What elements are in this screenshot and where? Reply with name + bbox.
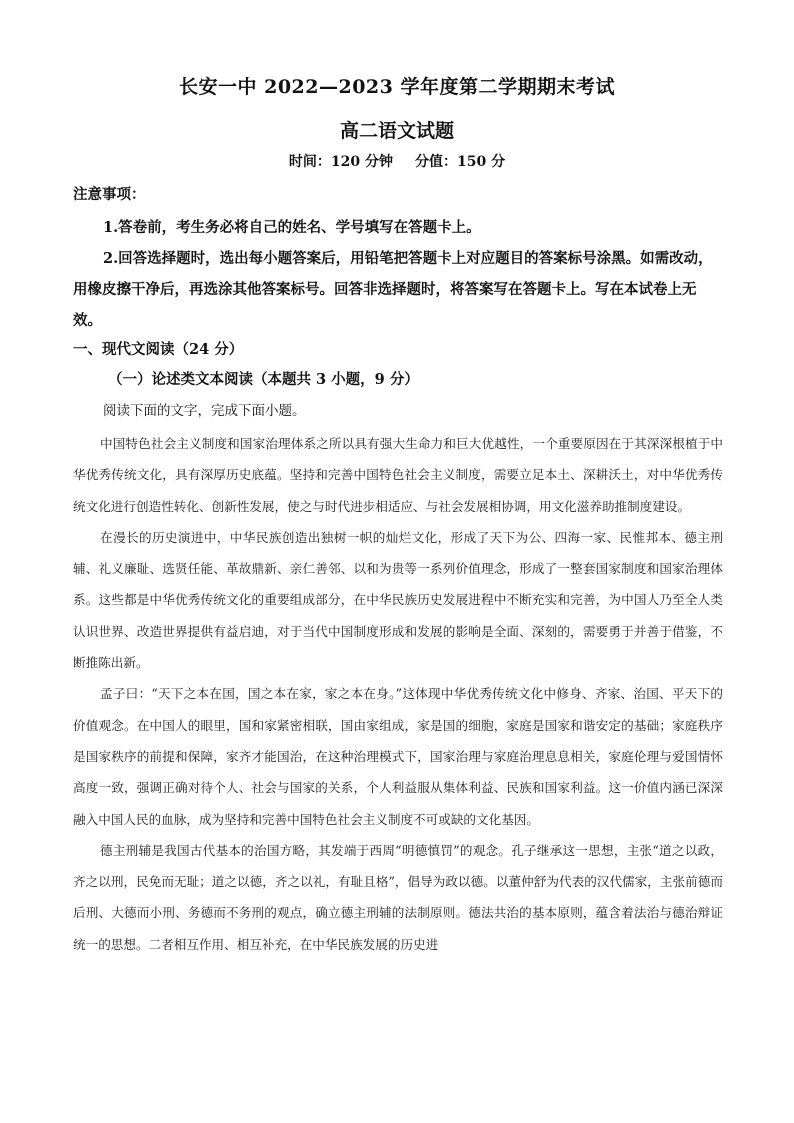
subsection-title: （一）论述类文本阅读（本题共 3 小题，9 分） (108, 371, 419, 388)
exam-title: 长安一中 2022—2023 学年度第二学期期末考试 (179, 76, 615, 98)
passage-paragraph: 中国特色社会主义制度和国家治理体系之所以具有强大生命力和巨大优越性，一个重要原因在于其深深根植于中华优秀传统文化，具有深厚历史底蕴。坚持和完善中国特色社会主义制度，需要立足本土、深耕沃土，对中华优秀传统文化进行创造性转化、创新性发展，使之与时代进步相适应、与社会发展相协调，用文化滋养助推制度建设。 (73, 436, 723, 514)
notes-list (73, 212, 723, 336)
exam-score: 分值：150 分 (415, 154, 506, 170)
exam-time: 时间：120 分钟 (288, 154, 393, 170)
passage-paragraph: 孟子曰：“天下之本在国，国之本在家，家之本在身。”这体现中华优秀传统文化中修身、齐家、治国、平天下的价值观念。在中国人的眼里，国和家紧密相联，国由家组成，家是国的细胞，家庭是国家和谐安定的基础；家庭秩序是国家秩序的前提和保障，家齐才能国治，在这种治理模式下，国家治理与家庭治理息息相关，家庭伦理与爱国情怀高度一致，强调正确对待个人、社会与国家的关系，个人利益服从集体利益、民族和国家利益。这一价值内涵已深深融入中国人民的血脉，成为坚持和完善中国特色社会主义制度不可或缺的文化基因。 (73, 686, 723, 827)
note-item: 2.回答选择题时，选出每小题答案后，用铅笔把答题卡上对应题目的答案标号涂黑。如需改动，用橡皮擦干净后，再选涂其他答案标号。回答非选择题时，将答案写在答题卡上。写在本试卷上无效。 (73, 250, 713, 329)
note-item: 1.答卷前，考生务必将自己的姓名、学号填写在答题卡上。 (103, 219, 481, 236)
reading-instruction: 阅读下面的文字，完成下面小题。 (103, 403, 306, 419)
passage-paragraph: 德主刑辅是我国古代基本的治国方略，其发端于西周“明德慎罚”的观念。孔子继承这一思想，主张“道之以政，齐之以刑，民免而无耻；道之以德，齐之以礼，有耻且格”，倡导为政以德。以董仲舒为代表的汉代儒家，主张前德而后刑、大德而小刑、务德而不务刑的观点，确立德主刑辅的法制原则。德法共治的基本原则，蕴含着法治与德治辩证统一的思想。二者相互作用、相互补充，在中华民族发展的历史进 (73, 842, 723, 952)
exam-subtitle: 高二语文试题 (339, 120, 454, 142)
passage-paragraph: 在漫长的历史演进中，中华民族创造出独树一帜的灿烂文化，形成了天下为公、四海一家、民惟邦本、德主刑辅、礼义廉耻、选贤任能、革故鼎新、亲仁善邻、以和为贵等一系列价值理念，形成了一整套国家制度和国家治理体系。这些都是中华优秀传统文化的重要组成部分，在中华民族历史发展进程中不断充实和完善，为中国人乃至全人类认识世界、改造世界提供有益启迪，对于当代中国制度形成和发展的影响是全面、深刻的，需要勇于并善于借鉴，不断推陈出新。 (73, 529, 723, 671)
exam-meta (0, 151, 794, 171)
section-title: 一、现代文阅读（24 分） (73, 341, 244, 358)
reading-passage (73, 428, 723, 960)
notes-title: 注意事项： (73, 186, 146, 203)
